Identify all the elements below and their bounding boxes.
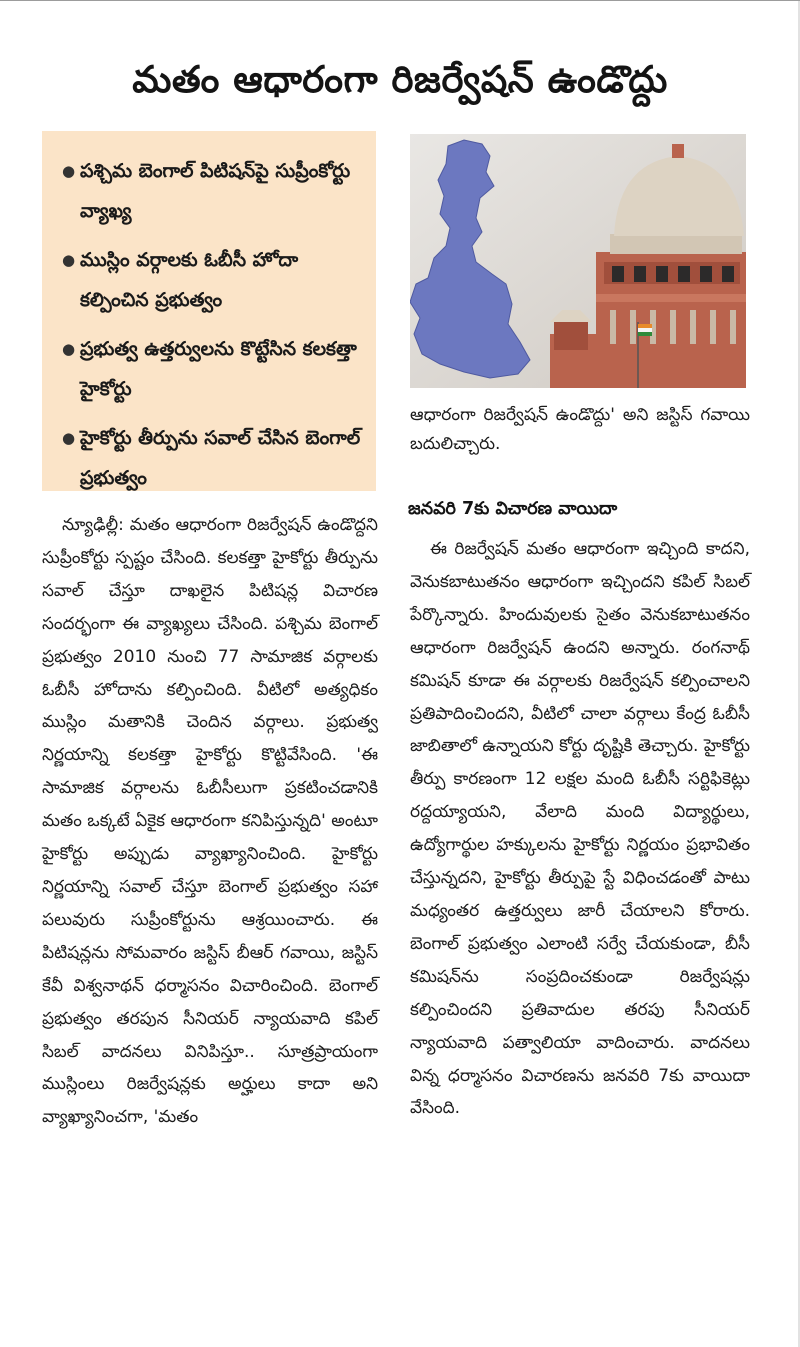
- highlight-text: పశ్చిమ బెంగాల్ పిటిషన్‌పై సుప్రీంకోర్టు వ్యాఖ్య: [80, 160, 351, 222]
- highlight-text: హైకోర్టు తీర్పును సవాల్ చేసిన బెంగాల్ ప్రభుత్వం: [80, 427, 361, 489]
- highlight-item: [62, 240, 362, 320]
- highlight-item: [62, 329, 362, 409]
- highlight-item: [62, 418, 362, 498]
- highlight-text: ముస్లిం వర్గాలకు ఓబీసీ హోదా కల్పించిన ప్రభుత్వం: [80, 249, 299, 311]
- bullet-icon: ●: [62, 162, 76, 180]
- news-photo: [410, 134, 746, 388]
- headline: మతం ఆధారంగా రిజర్వేషన్ ఉండొద్దు: [132, 58, 668, 101]
- highlight-text: ప్రభుత్వ ఉత్తర్వులను కొట్టేసిన కలకత్తా హైకోర్టు: [80, 338, 357, 400]
- bullet-icon: ●: [62, 251, 76, 269]
- bullet-icon: ●: [62, 340, 76, 358]
- photo-caption-continuation: ఆధారంగా రిజర్వేషన్ ఉండొద్దు' అని జస్టిస్ గవాయి బదులిచ్చారు.: [410, 405, 750, 454]
- article-column-right: ఈ రిజర్వేషన్ మతం ఆధారంగా ఇచ్చింది కాదని, వెనుకబాటుతనం ఆధారంగా ఇచ్చిందని కపిల్ సిబల్ పేర్కొన్నారు. హిందువులకు సైతం వెనుకబాటుతనం ఆధారంగా రిజర్వేషన్ ఉందని అన్నారు. రంగనాథ్ కమిషన్ కూడా ఈ వర్గాలకు రిజర్వేషన్ కల్పించాలని ప్రతిపాదించిందని, వీటిలో చాలా వర్గాలు కేంద్ర ఓబీసీ జాబితాలో ఉన్నాయని కోర్టు దృష్టికి తెచ్చారు. హైకోర్టు తీర్పు కారణంగా 12 లక్షల మంది ఓబీసీ సర్టిఫికెట్లు రద్దయ్యాయని, వేలాది మంది విద్యార్థులు, ఉద్యోగార్థుల హక్కులను హైకోర్టు నిర్ణయం ప్రభావితం చేస్తున్నదని, హైకోర్టు తీర్పుపై స్టే విధించడంతో పాటు మధ్యంతర ఉత్తర్వులు జారీ చేయాలని కోరారు. బెంగాల్ ప్రభుత్వం ఎలాంటి సర్వే చేయకుండా, బీసీ కమిషన్‌ను సంప్రదించకుండా రిజర్వేషన్లు కల్పించిందని ప్రతివాదుల తరపు సీనియర్ న్యాయవాది పత్వాలియా వాదించారు. వాదనలు విన్న ధర్మాసనం విచారణను జనవరి 7కు వాయిదా వేసింది.: [410, 539, 750, 1119]
- bullet-icon: ●: [62, 429, 76, 447]
- article-column-left: న్యూఢిల్లీ: మతం ఆధారంగా రిజర్వేషన్ ఉండొద్దని సుప్రీంకోర్టు స్పష్టం చేసింది. కలకత్తా హైకోర్టు తీర్పును సవాల్ చేస్తూ దాఖలైన పిటిషన్ల విచారణ సందర్భంగా ఈ వ్యాఖ్యలు చేసింది. పశ్చిమ బెంగాల్ ప్రభుత్వం 2010 నుంచి 77 సామాజిక వర్గాలకు ఓబీసీ హోదాను కల్పించింది. వీటిలో అత్యధికం ముస్లిం మతానికి చెందిన వర్గాలు. ప్రభుత్వ నిర్ణయాన్ని కలకత్తా హైకోర్టు కొట్టివేసింది. 'ఈ సామాజిక వర్గాలను ఓబీసీలుగా ప్రకటించడానికి మతం ఒక్కటే ఏకైక ఆధారంగా కనిపిస్తున్నది' అంటూ హైకోర్టు అప్పుడు వ్యాఖ్యానించింది. హైకోర్టు నిర్ణయాన్ని సవాల్ చేస్తూ బెంగాల్ ప్రభుత్వం సహా పలువురు సుప్రీంకోర్టును ఆశ్రయించారు. ఈ పిటిషన్లను సోమవారం జస్టిస్ బీఆర్ గవాయి, జస్టిస్ కేవీ విశ్వనాథన్ ధర్మాసనం విచారించింది. బెంగాల్ ప్రభుత్వం తరపున సీనియర్ న్యాయవాది కపిల్ సిబల్ వాదనలు వినిపిస్తూ.. సూత్రప్రాయంగా ముస్లింలు రిజర్వేషన్లకు అర్హులు కాదా అని వ్యాఖ్యానించగా, 'మతం: [42, 515, 378, 1128]
- subheading: జనవరి 7కు విచారణ వాయిదా: [408, 499, 618, 519]
- highlights-box: [42, 131, 376, 491]
- highlight-item: [62, 151, 362, 231]
